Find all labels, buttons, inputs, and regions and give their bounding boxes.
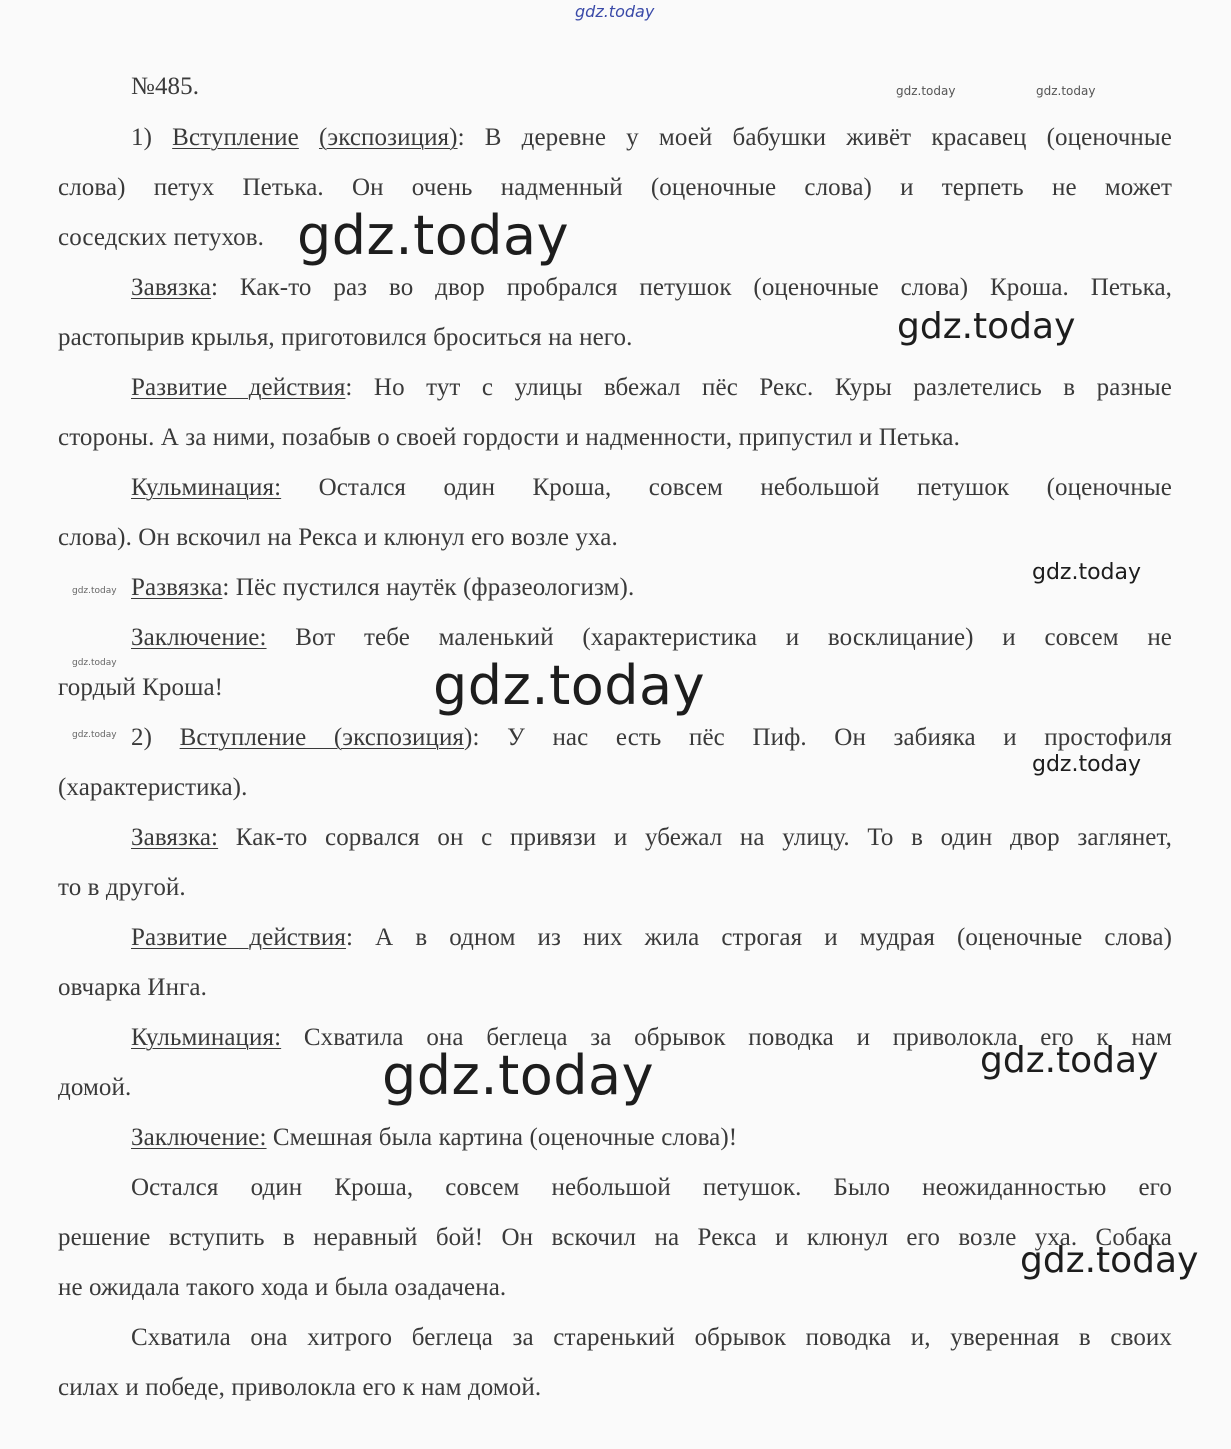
paragraph-4-line-2: слова). Он вскочил на Рекса и клюнул его возле уха.: [58, 524, 618, 551]
paragraph-9-line-2: овчарка Инга.: [58, 974, 207, 1001]
paragraph-8-line-2: то в другой.: [58, 874, 186, 901]
paragraph-9-line-1: Развитие действия: А в одном из них жила строгая и мудрая (оценочные слова): [131, 924, 1172, 951]
watermark: gdz.today: [1020, 1240, 1199, 1281]
paragraph-1-line-2: слова) петух Петька. Он очень надменный (оценочные слова) и терпеть не может: [58, 174, 1172, 201]
paragraph-6-line-1: Заключение: Вот тебе маленький (характеристика и восклицание) и совсем не: [131, 624, 1172, 651]
paragraph-7-line-2: (характеристика).: [58, 774, 248, 801]
watermark: gdz.today: [1036, 84, 1096, 98]
watermark: gdz.today: [382, 1044, 655, 1107]
paragraph-1-line-1: 1) Вступление (экспозиция): В деревне у моей бабушки живёт красавец (оценочные: [131, 124, 1173, 151]
paragraph-10-line-1: Кульминация: Схватила она беглеца за обрывок поводка и приволокла его к нам: [131, 1024, 1172, 1051]
paragraph-7-line-1: 2) Вступление (экспозиция): У нас есть пёс Пиф. Он забияка и простофиля: [131, 724, 1173, 751]
paragraph-12-line-1: Остался один Кроша, совсем небольшой петушок. Было неожиданностью его: [131, 1174, 1172, 1201]
paragraph-8-line-1: Завязка: Как-то сорвался он с привязи и убежал на улицу. То в один двор заглянет,: [131, 824, 1172, 851]
paragraph-3-line-1: Развитие действия: Но тут с улицы вбежал пёс Рекс. Куры разлетелись в разные: [131, 374, 1172, 401]
watermark: gdz.today: [897, 306, 1076, 347]
paragraph-3-line-2: стороны. А за ними, позабыв о своей гордости и надменности, припустил и Петька.: [58, 424, 960, 451]
paragraph-2-line-2: растопырив крылья, приготовился броситься на него.: [58, 324, 633, 351]
watermark: gdz.today: [297, 204, 570, 267]
paragraph-12-line-2: решение вступить в неравный бой! Он вскочил на Рекса и клюнул его возле уха. Собака: [58, 1224, 1172, 1251]
paragraph-5-line-1: Развязка: Пёс пустился наутёк (фразеологизм).: [131, 574, 635, 601]
watermark: gdz.today: [980, 1040, 1159, 1081]
paragraph-10-line-2: домой.: [58, 1074, 132, 1101]
watermark: gdz.today: [1032, 560, 1142, 585]
exercise-number: №485.: [131, 73, 200, 100]
paragraph-1-line-3: соседских петухов.: [58, 224, 264, 251]
watermark: gdz.today: [896, 84, 956, 98]
watermark: gdz.today: [1032, 752, 1142, 777]
watermark: gdz.today: [72, 586, 117, 596]
watermark: gdz.today: [433, 654, 706, 717]
watermark: gdz.today: [72, 658, 117, 668]
paragraph-11-line-1: Заключение: Смешная была картина (оценочные слова)!: [131, 1124, 738, 1151]
watermark: gdz.today: [72, 730, 117, 740]
paragraph-6-line-2: гордый Кроша!: [58, 674, 224, 701]
paragraph-4-line-1: Кульминация: Остался один Кроша, совсем небольшой петушок (оценочные: [131, 474, 1172, 501]
paragraph-12-line-3: не ожидала такого хода и была озадачена.: [58, 1274, 507, 1301]
header-watermark: gdz.today: [575, 2, 655, 21]
paragraph-13-line-2: силах и победе, приволокла его к нам домой.: [58, 1374, 542, 1401]
paragraph-2-line-1: Завязка: Как-то раз во двор пробрался петушок (оценочные слова) Кроша. Петька,: [131, 274, 1172, 301]
paragraph-13-line-1: Схватила она хитрого беглеца за старенький обрывок поводка и, уверенная в своих: [131, 1324, 1172, 1351]
